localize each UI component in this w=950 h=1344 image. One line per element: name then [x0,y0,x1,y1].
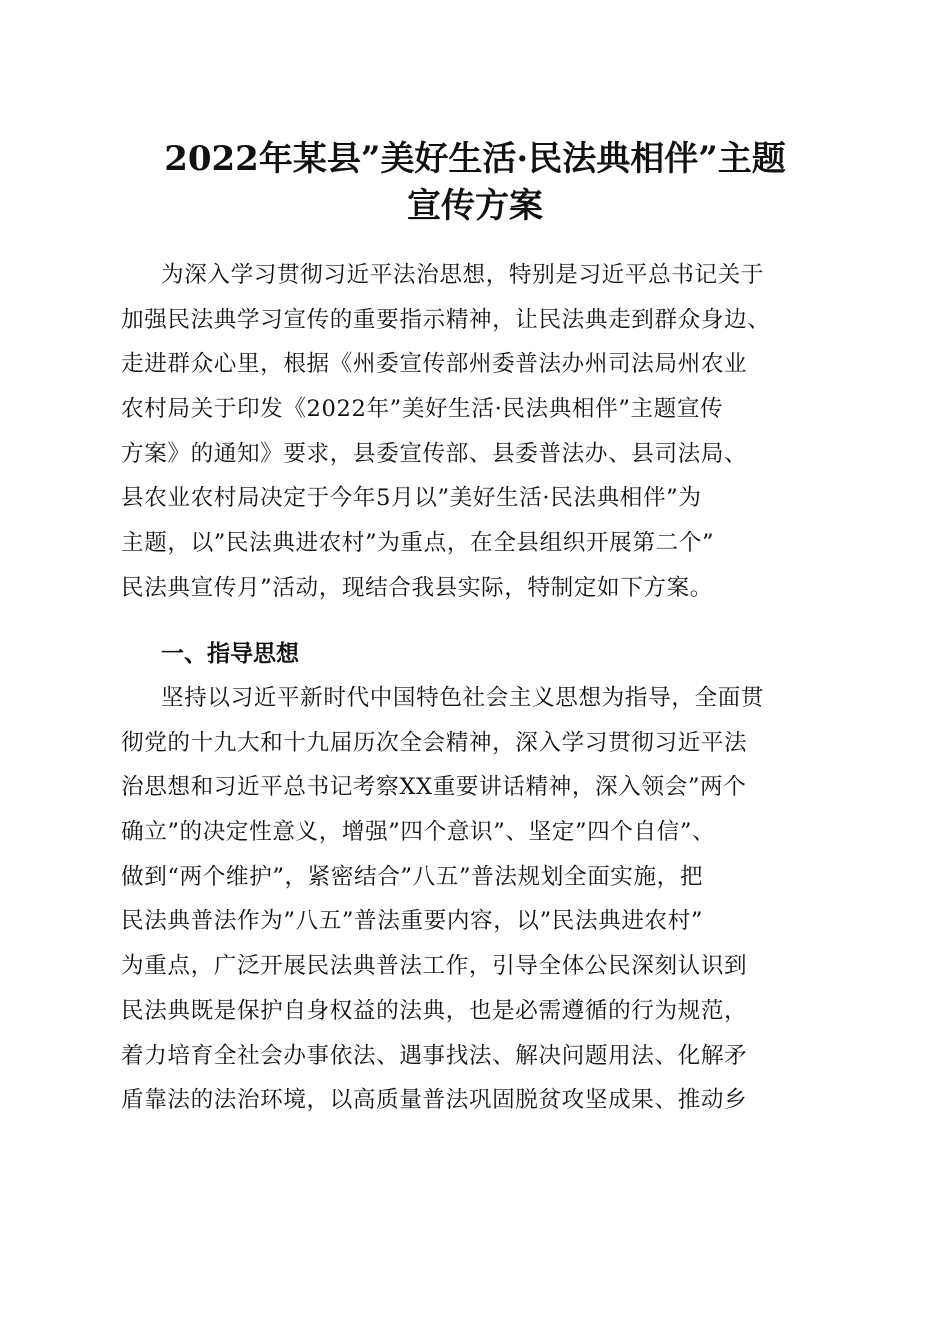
paragraph-line: 确立”的决定性意义，增强”四个意识”、坚定”四个自信”、 [121,819,716,846]
paragraph-line: 为深入学习贯彻习近平法治思想，特别是习近平总书记关于 [161,262,765,288]
paragraph-line: 盾靠法的法治环境，以高质量普法巩固脱贫攻坚成果、推动乡 [121,1087,748,1114]
document-title-line-2: 宣传方案 [407,186,543,226]
paragraph-line: 做到“两个维护”，紧密结合”八五”普法规划全面实施，把 [121,863,704,890]
paragraph-line: 走进群众心里，根据《州委宣传部州委普法办州司法局州农业 [121,351,748,378]
paragraph-line: 民法典宣传月”活动，现结合我县实际，特制定如下方案。 [121,574,713,601]
paragraph-line: 坚持以习近平新时代中国特色社会主义思想为指导，全面贯 [161,685,765,711]
guiding-ideology-paragraph [121,676,841,1123]
section-heading-guiding-ideology: 一、指导思想 [161,641,299,667]
paragraph-line: 治思想和习近平总书记考察XX重要讲话精神，深入领会”两个 [121,774,747,801]
intro-paragraph [121,253,841,611]
paragraph-line: 加强民法典学习宣传的重要指示精神，让民法典走到群众身边、 [121,306,771,333]
paragraph-line: 民法典既是保护自身权益的法典，也是必需遵循的行为规范， [121,997,748,1024]
document-title-line-1: 2022年某县”美好生活·民法典相伴”主题 [164,139,786,179]
paragraph-line: 民法典普法作为”八五”普法重要内容，以”民法典进农村” [121,908,704,935]
paragraph-line: 彻党的十九大和十九届历次全会精神，深入学习贯彻习近平法 [121,729,748,756]
paragraph-line: 方案》的通知》要求，县委宣传部、县委普法办、县司法局、 [121,440,748,467]
paragraph-line: 县农业农村局决定于今年5月以”美好生活·民法典相伴”为 [121,485,702,512]
paragraph-line: 农村局关于印发《2022年”美好生活·民法典相伴”主题宣传 [121,396,724,423]
paragraph-line: 着力培育全社会办事依法、遇事找法、解决问题用法、化解矛 [121,1042,748,1069]
paragraph-line: 主题，以”民法典进农村”为重点，在全县组织开展第二个” [121,530,715,557]
paragraph-line: 为重点，广泛开展民法典普法工作，引导全体公民深刻认识到 [121,953,748,980]
